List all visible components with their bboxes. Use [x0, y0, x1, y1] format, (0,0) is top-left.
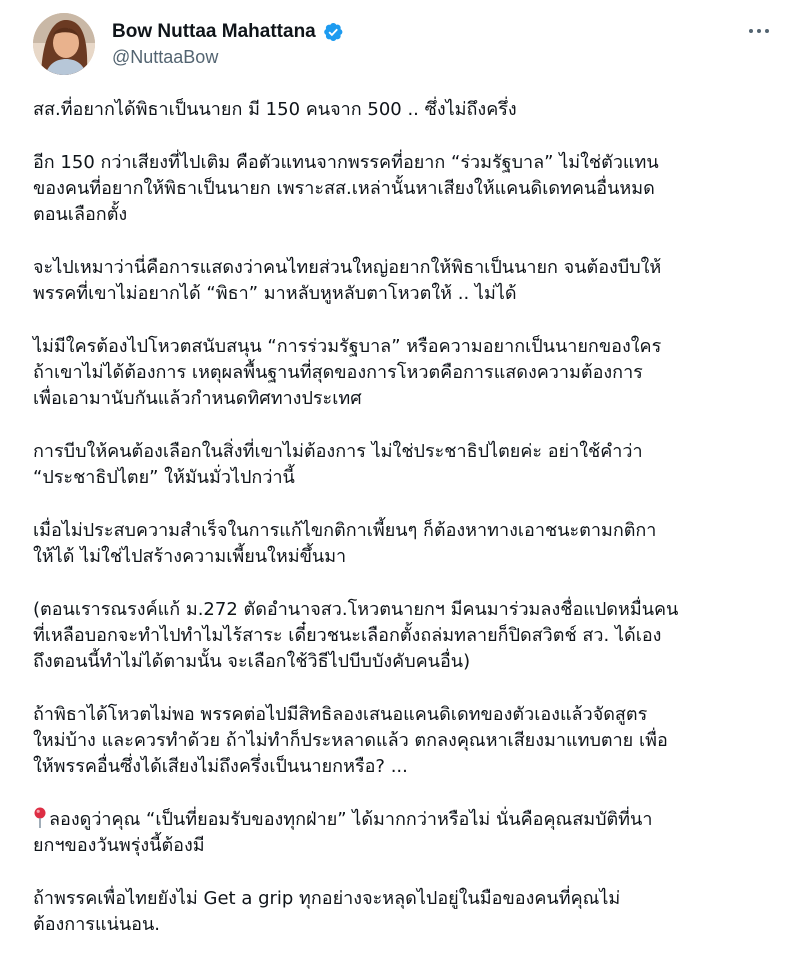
tweet-line-text: ให้พรรคอื่นซึ่งได้เสียงไม่ถึงครึ่งเป็นนายกหรือ? ... [33, 756, 408, 777]
tweet-paragraph [33, 150, 778, 228]
tweet-line-text: ถ้าเขาไม่ได้ต้องการ เหตุผลพื้นฐานที่สุดของการโหวตคือการแสดงความต้องการ [33, 362, 643, 383]
tweet-line-text: เพื่อเอามานับกันแล้วกำหนดทิศทางประเทศ [33, 388, 362, 409]
tweet-paragraph [33, 886, 778, 938]
tweet-line-text: ถึงตอนนี้ทำไม่ได้ตามนั้น จะเลือกใช้วิธีไปบีบบังคับคนอื่น) [33, 651, 471, 672]
tweet-line [33, 649, 778, 675]
tweet-line [33, 150, 778, 176]
tweet-line [33, 334, 778, 360]
tweet-line-text: ถ้าพรรคเพื่อไทยยังไม่ Get a grip ทุกอย่างจะหลุดไปอยู่ในมือของคนที่คุณไม่ [33, 888, 621, 909]
tweet-line-text: อีก 150 กว่าเสียงที่ไปเติม คือตัวแทนจากพรรคที่อยาก “ร่วมรัฐบาล” ไม่ใช่ตัวแทน [33, 152, 659, 173]
tweet-line [33, 439, 778, 465]
tweet-line-text: เมื่อไม่ประสบความสำเร็จในการแก้ไขกติกาเพี้ยนๆ ก็ต้องหาทางเอาชนะตามกติกา [33, 520, 657, 541]
tweet-line [33, 623, 778, 649]
tweet-line-text: จะไปเหมาว่านี่คือการแสดงว่าคนไทยส่วนใหญ่อยากให้พิธาเป็นนายก จนต้องบีบให้ [33, 257, 662, 278]
tweet-line-text: ไม่มีใครต้องไปโหวตสนับสนุน “การร่วมรัฐบาล” หรือความอยากเป็นนายกของใคร [33, 336, 662, 357]
tweet-paragraph [33, 439, 778, 491]
tweet-line [33, 360, 778, 386]
tweet-line [33, 807, 778, 833]
tweet-line-text: ต้องการแน่นอน. [33, 914, 161, 935]
tweet-line-text: ถ้าพิธาได้โหวตไม่พอ พรรคต่อไปมีสิทธิลองเสนอแคนดิเดทของตัวเองแล้วจัดสูตร [33, 704, 648, 725]
tweet-line [33, 518, 778, 544]
avatar[interactable] [33, 13, 95, 75]
tweet-paragraph [33, 702, 778, 780]
author-block [112, 19, 344, 68]
tweet-line-text: การบีบให้คนต้องเลือกในสิ่งที่เขาไม่ต้องการ ไม่ใช่ประชาธิปไตยค่ะ อย่าใช้คำว่า [33, 441, 643, 462]
display-name[interactable]: Bow Nuttaa Mahattana [112, 21, 316, 42]
tweet-paragraph [33, 518, 778, 570]
tweet-line [33, 97, 778, 123]
tweet-line [33, 386, 778, 412]
tweet-line-text: ให้ได้ ไม่ใช่ไปสร้างความเพี้ยนใหม่ขึ้นมา [33, 546, 347, 567]
tweet-line-text: ลองดูว่าคุณ “เป็นที่ยอมรับของทุกฝ่าย” ได้มากกว่าหรือไม่ นั่นคือคุณสมบัติที่นา [49, 809, 653, 830]
tweet-line [33, 912, 778, 938]
tweet-paragraph [33, 334, 778, 412]
tweet-line [33, 544, 778, 570]
tweet-line-text: สส.ที่อยากได้พิธาเป็นนายก มี 150 คนจาก 500 .. ซึ่งไม่ถึงครึ่ง [33, 99, 517, 120]
tweet-line-text: (ตอนเรารณรงค์แก้ ม.272 ตัดอำนาจสว.โหวตนายกฯ มีคนมาร่วมลงชื่อแปดหมื่นคน [33, 599, 679, 620]
handle[interactable]: @NuttaaBow [112, 47, 219, 67]
tweet-line [33, 702, 778, 728]
tweet-line [33, 202, 778, 228]
tweet-paragraph [33, 597, 778, 675]
tweet-line [33, 833, 778, 859]
tweet-header [0, 0, 800, 90]
tweet-line [33, 728, 778, 754]
more-horizontal-icon[interactable] [742, 20, 776, 42]
tweet-line-text: “ประชาธิปไตย” ให้มันมั่วไปกว่านี้ [33, 467, 295, 488]
avatar-photo [33, 13, 95, 75]
tweet-line-text: ตอนเลือกตั้ง [33, 204, 128, 225]
tweet-line-text: ของคนที่อยากให้พิธาเป็นนายก เพราะสส.เหล่านั้นหาเสียงให้แคนดิเดทคนอื่นหมด [33, 178, 655, 199]
tweet-line-text: ที่เหลือบอกจะทำไปทำไมไร้สาระ เดี๋ยวชนะเลือกตั้งถล่มทลายก็ปิดสวิตช์ สว. ได้เอง [33, 625, 662, 646]
tweet-line [33, 886, 778, 912]
tweet-line [33, 465, 778, 491]
tweet-line [33, 176, 778, 202]
tweet-line [33, 597, 778, 623]
tweet-line [33, 754, 778, 780]
tweet-line-text: ยกฯของวันพรุ่งนี้ต้องมี [33, 835, 205, 856]
verified-badge-icon [322, 21, 344, 43]
name-row [112, 19, 344, 45]
tweet-line-text: พรรคที่เขาไม่อยากได้ “พิธา” มาหลับหูหลับตาโหวตให้ .. ไม่ได้ [33, 283, 517, 304]
tweet-text [33, 97, 778, 965]
tweet-paragraph [33, 97, 778, 123]
tweet-line [33, 281, 778, 307]
tweet-line [33, 255, 778, 281]
round-pushpin-icon [33, 807, 47, 829]
tweet-line-text: ใหม่บ้าง และควรทำด้วย ถ้าไม่ทำก็ประหลาดแล้ว ตกลงคุณหาเสียงมาแทบตาย เพื่อ [33, 730, 668, 751]
tweet-paragraph [33, 255, 778, 307]
tweet-paragraph [33, 807, 778, 859]
